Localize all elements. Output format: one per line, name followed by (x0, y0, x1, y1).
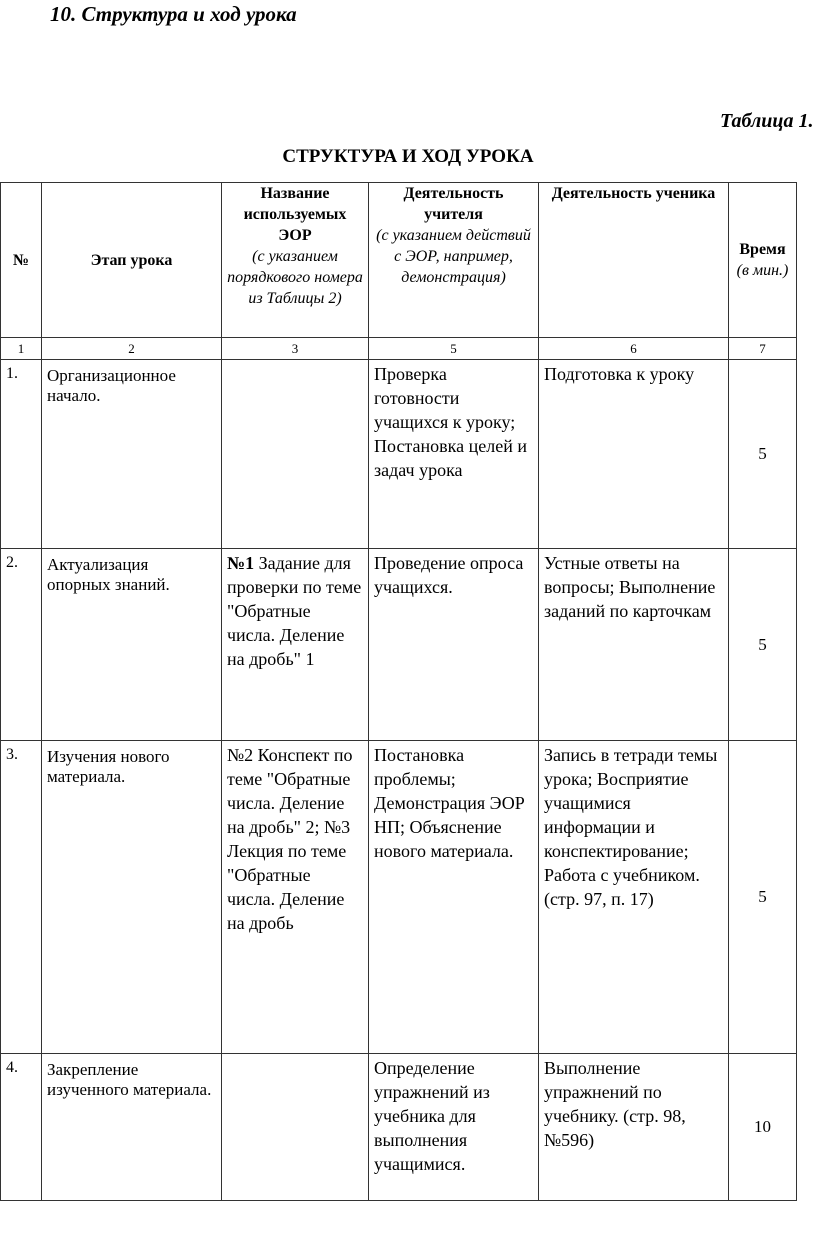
header-number: № (1, 183, 42, 338)
stage-cell: Организационное начало. (42, 360, 222, 549)
column-number: 2 (42, 338, 222, 360)
stage-cell: Актуализация опорных знаний. (42, 549, 222, 741)
eor-cell: №2 Конспект по теме "Обратные числа. Деление на дробь" 2; №3 Лекция по теме "Обратные числа. Деление на дробь (222, 741, 369, 1054)
header-row (1, 183, 797, 338)
table-title: СТРУКТУРА И ХОД УРОКА (282, 146, 534, 167)
student-cell: Выполнение упражнений по учебнику. (стр. 98, №596) (539, 1054, 729, 1201)
column-number: 5 (369, 338, 539, 360)
column-number: 1 (1, 338, 42, 360)
time-cell: 5 (729, 741, 797, 1054)
table-row (1, 1054, 797, 1201)
teacher-cell: Постановка проблемы; Демонстрация ЭОР НП; Объяснение нового материала. (369, 741, 539, 1054)
time-cell: 5 (729, 549, 797, 741)
teacher-cell: Проведение опроса учащихся. (369, 549, 539, 741)
teacher-cell: Определение упражнений из учебника для выполнения учащимися. (369, 1054, 539, 1201)
column-number: 3 (222, 338, 369, 360)
header-student: Деятельность ученика (539, 183, 729, 338)
time-cell: 10 (729, 1054, 797, 1201)
eor-cell (222, 1054, 369, 1201)
header-time: Время (в мин.) (729, 183, 797, 338)
row-number: 2. (1, 549, 42, 741)
eor-cell (222, 360, 369, 549)
eor-cell: №1 Задание для проверки по теме "Обратные числа. Деление на дробь" 1 (222, 549, 369, 741)
column-number: 7 (729, 338, 797, 360)
student-cell: Устные ответы на вопросы; Выполнение заданий по карточкам (539, 549, 729, 741)
row-number: 3. (1, 741, 42, 1054)
row-number: 1. (1, 360, 42, 549)
column-number: 6 (539, 338, 729, 360)
header-eor: Название используемых ЭОР (с указанием порядкового номера из Таблицы 2) (222, 183, 369, 338)
column-number-row (1, 338, 797, 360)
row-number: 4. (1, 1054, 42, 1201)
lesson-structure-table (0, 182, 797, 1201)
header-stage: Этап урока (42, 183, 222, 338)
table-number: Таблица 1. (720, 110, 814, 132)
table-row (1, 360, 797, 549)
stage-cell: Изучения нового материала. (42, 741, 222, 1054)
teacher-cell: Проверка готовности учащихся к уроку; Постановка целей и задач урока (369, 360, 539, 549)
student-cell: Запись в тетради темы урока; Восприятие учащимися информации и конспектирование; Работа с учебником. (стр. 97, п. 17) (539, 741, 729, 1054)
header-teacher: Деятельность учителя (с указанием действий с ЭОР, например, демонстрация) (369, 183, 539, 338)
table-row (1, 741, 797, 1054)
time-cell: 5 (729, 360, 797, 549)
section-heading: 10. Структура и ход урока (50, 2, 297, 26)
student-cell: Подготовка к уроку (539, 360, 729, 549)
stage-cell: Закрепление изученного материала. (42, 1054, 222, 1201)
table-row (1, 549, 797, 741)
